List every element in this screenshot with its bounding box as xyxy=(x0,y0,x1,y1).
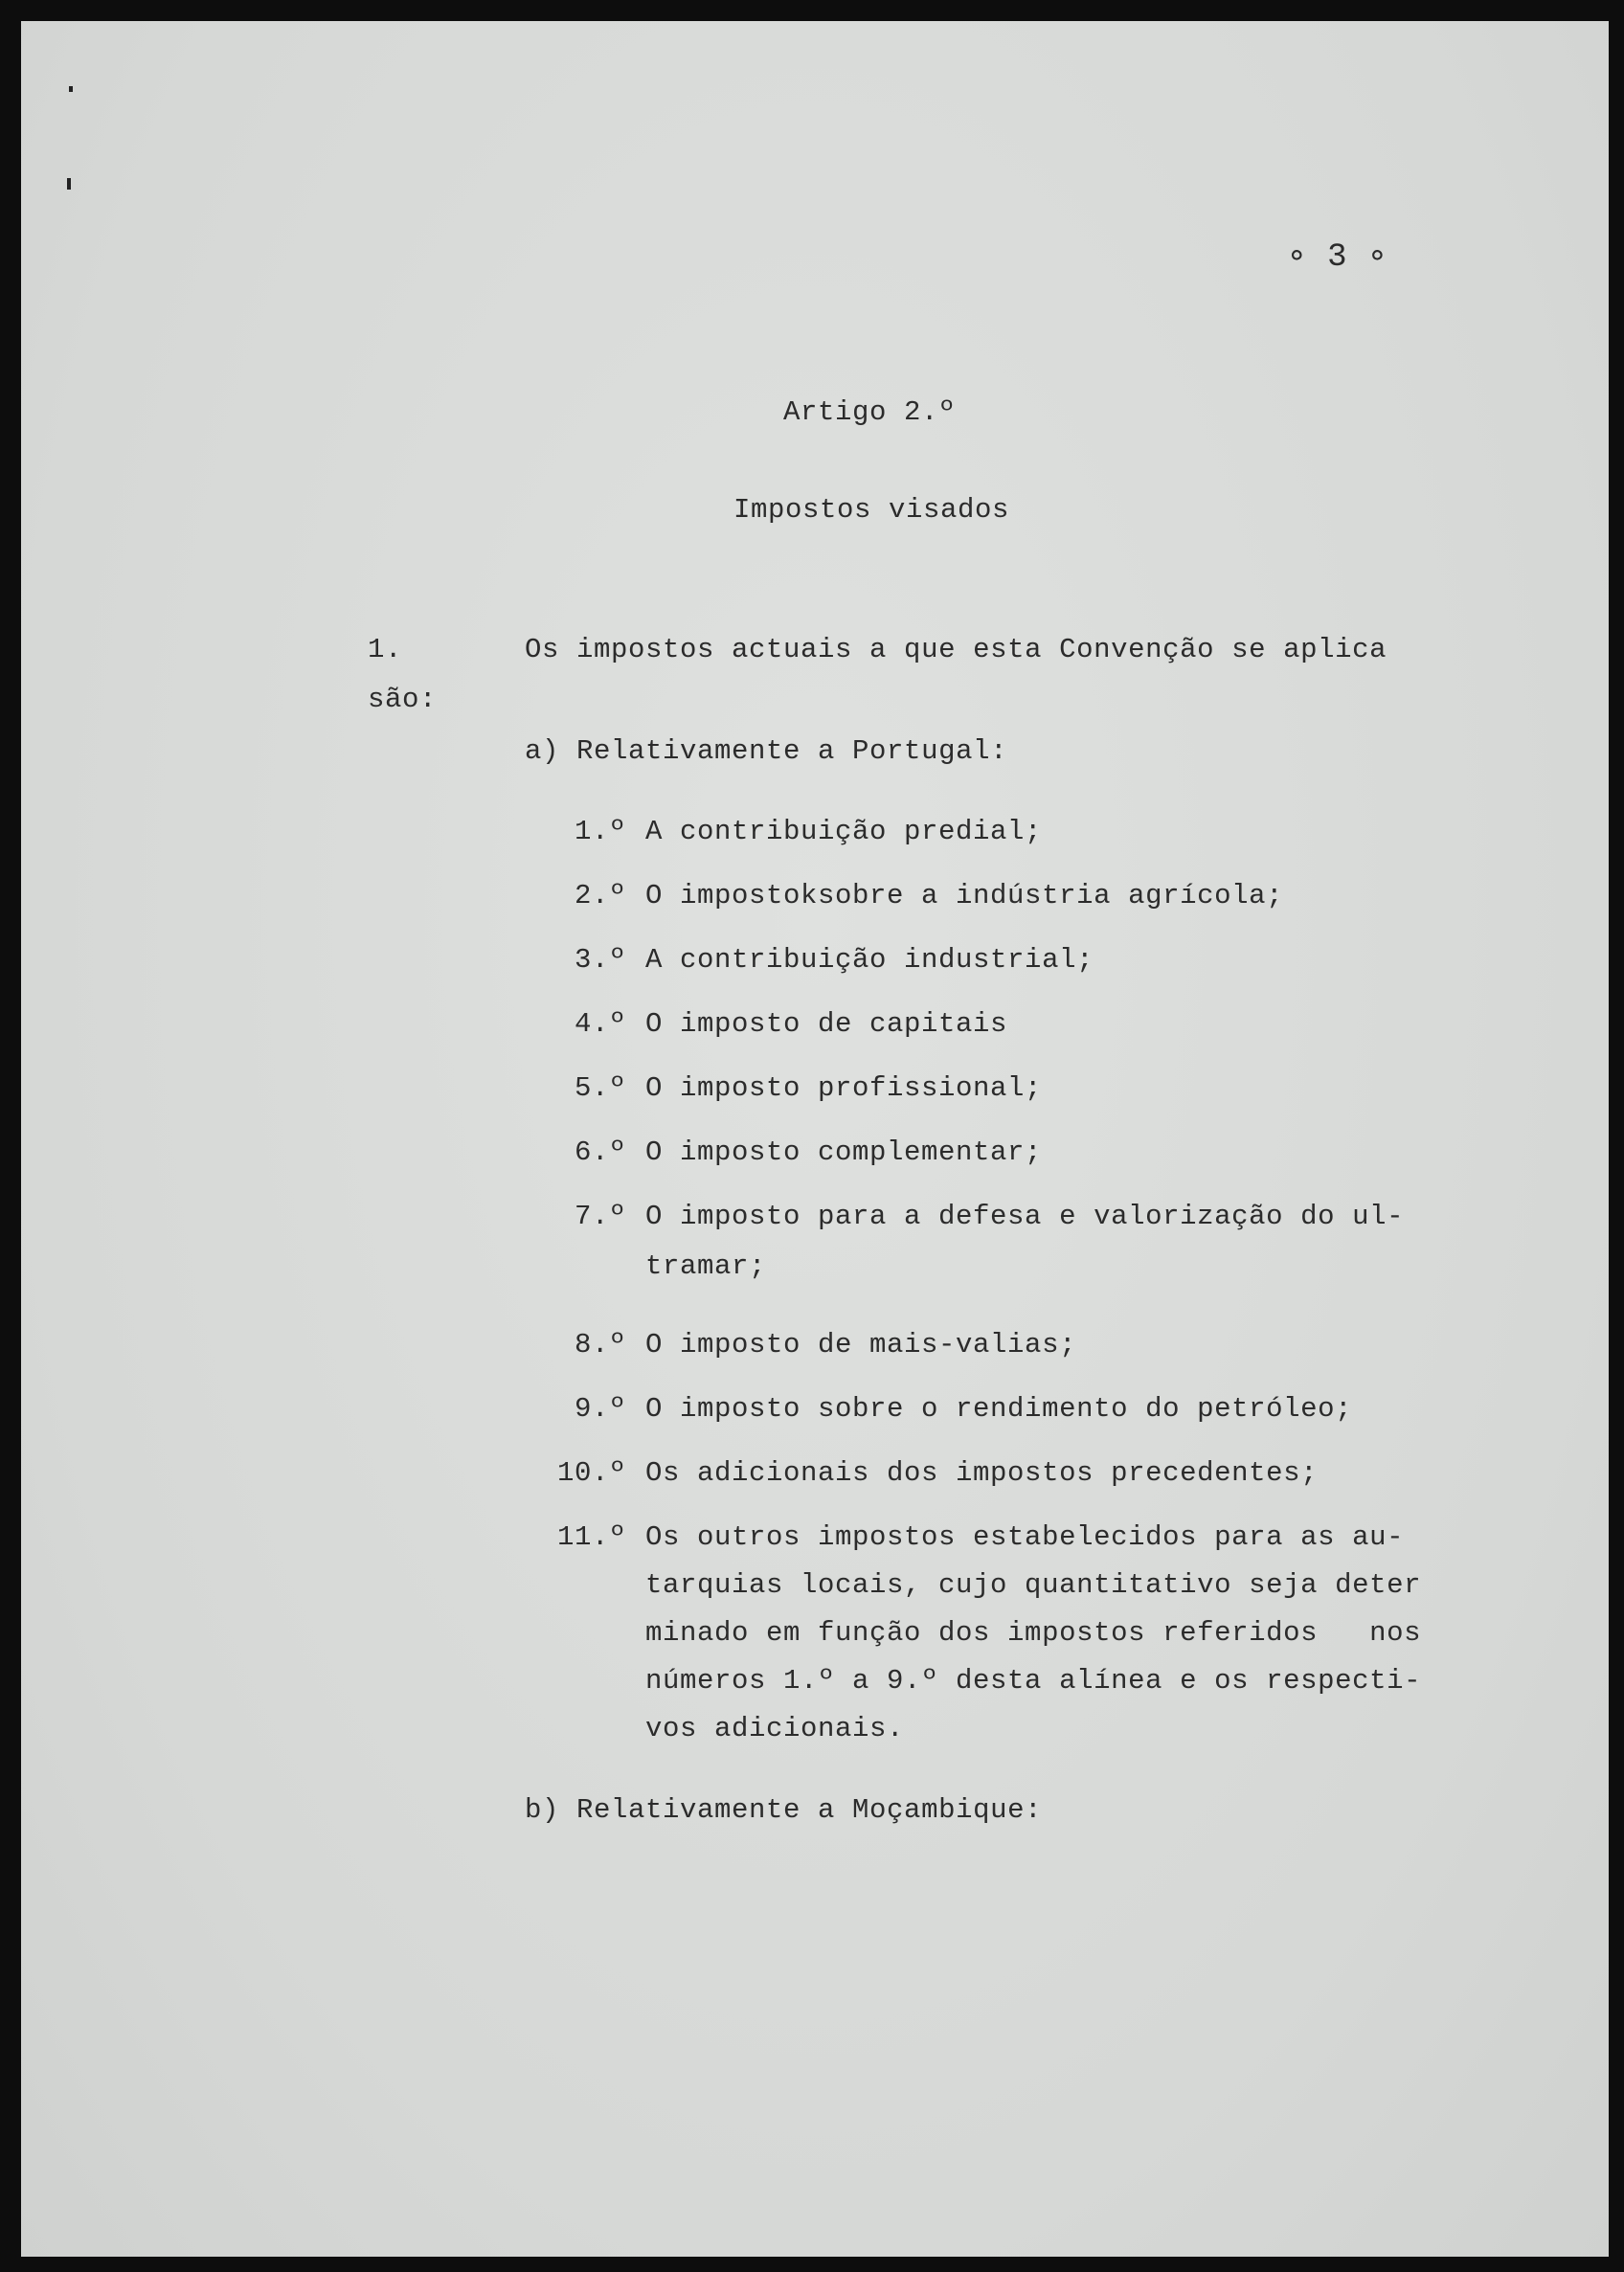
item-number: 9.º xyxy=(575,1393,627,1425)
page-number: ∘ 3 ∘ xyxy=(1287,239,1388,276)
item-text: O imposto de capitais xyxy=(645,1008,1008,1040)
item-text: vos adicionais. xyxy=(645,1713,905,1744)
item-number: 10.º xyxy=(557,1457,627,1489)
item-number: 1.º xyxy=(575,816,627,847)
item-text: A contribuição predial; xyxy=(645,816,1043,847)
paragraph-number: 1. xyxy=(368,634,403,665)
item-text: O imposto sobre o rendimento do petróleo; xyxy=(645,1393,1353,1425)
item-text: O imposto complementar; xyxy=(645,1136,1043,1168)
margin-mark xyxy=(69,86,73,92)
item-number: 3.º xyxy=(575,944,627,976)
item-text: tarquias locais, cujo quantitativo seja deter xyxy=(645,1569,1422,1601)
article-heading: Artigo 2.º xyxy=(783,396,957,428)
item-text: números 1.º a 9.º desta alínea e os respecti- xyxy=(645,1665,1422,1697)
item-text: Os outros impostos estabelecidos para as au- xyxy=(645,1521,1405,1553)
item-text: O imposto de mais-valias; xyxy=(645,1329,1077,1361)
item-number: 8.º xyxy=(575,1329,627,1361)
item-number: 7.º xyxy=(575,1201,627,1232)
item-text: O impostoksobre a indústria agrícola; xyxy=(645,880,1284,911)
section-a-label: a) Relativamente a Portugal: xyxy=(525,735,1008,767)
item-text: O imposto profissional; xyxy=(645,1072,1043,1104)
margin-mark xyxy=(67,178,71,190)
document-page xyxy=(21,21,1609,2257)
item-text: O imposto para a defesa e valorização do ul- xyxy=(645,1201,1405,1232)
section-b-label: b) Relativamente a Moçambique: xyxy=(525,1794,1043,1826)
item-text: Os adicionais dos impostos precedentes; xyxy=(645,1457,1319,1489)
item-text: A contribuição industrial; xyxy=(645,944,1094,976)
item-number: 4.º xyxy=(575,1008,627,1040)
article-subtitle: Impostos visados xyxy=(733,494,1010,526)
item-number: 6.º xyxy=(575,1136,627,1168)
item-number: 2.º xyxy=(575,880,627,911)
item-number: 5.º xyxy=(575,1072,627,1104)
item-text: tramar; xyxy=(645,1250,767,1282)
paragraph-text-line: Os impostos actuais a que esta Convenção se aplica xyxy=(525,634,1387,665)
item-text: minado em função dos impostos referidos nos xyxy=(645,1617,1422,1649)
item-number: 11.º xyxy=(557,1521,627,1553)
paragraph-text-line: são: xyxy=(368,684,438,715)
